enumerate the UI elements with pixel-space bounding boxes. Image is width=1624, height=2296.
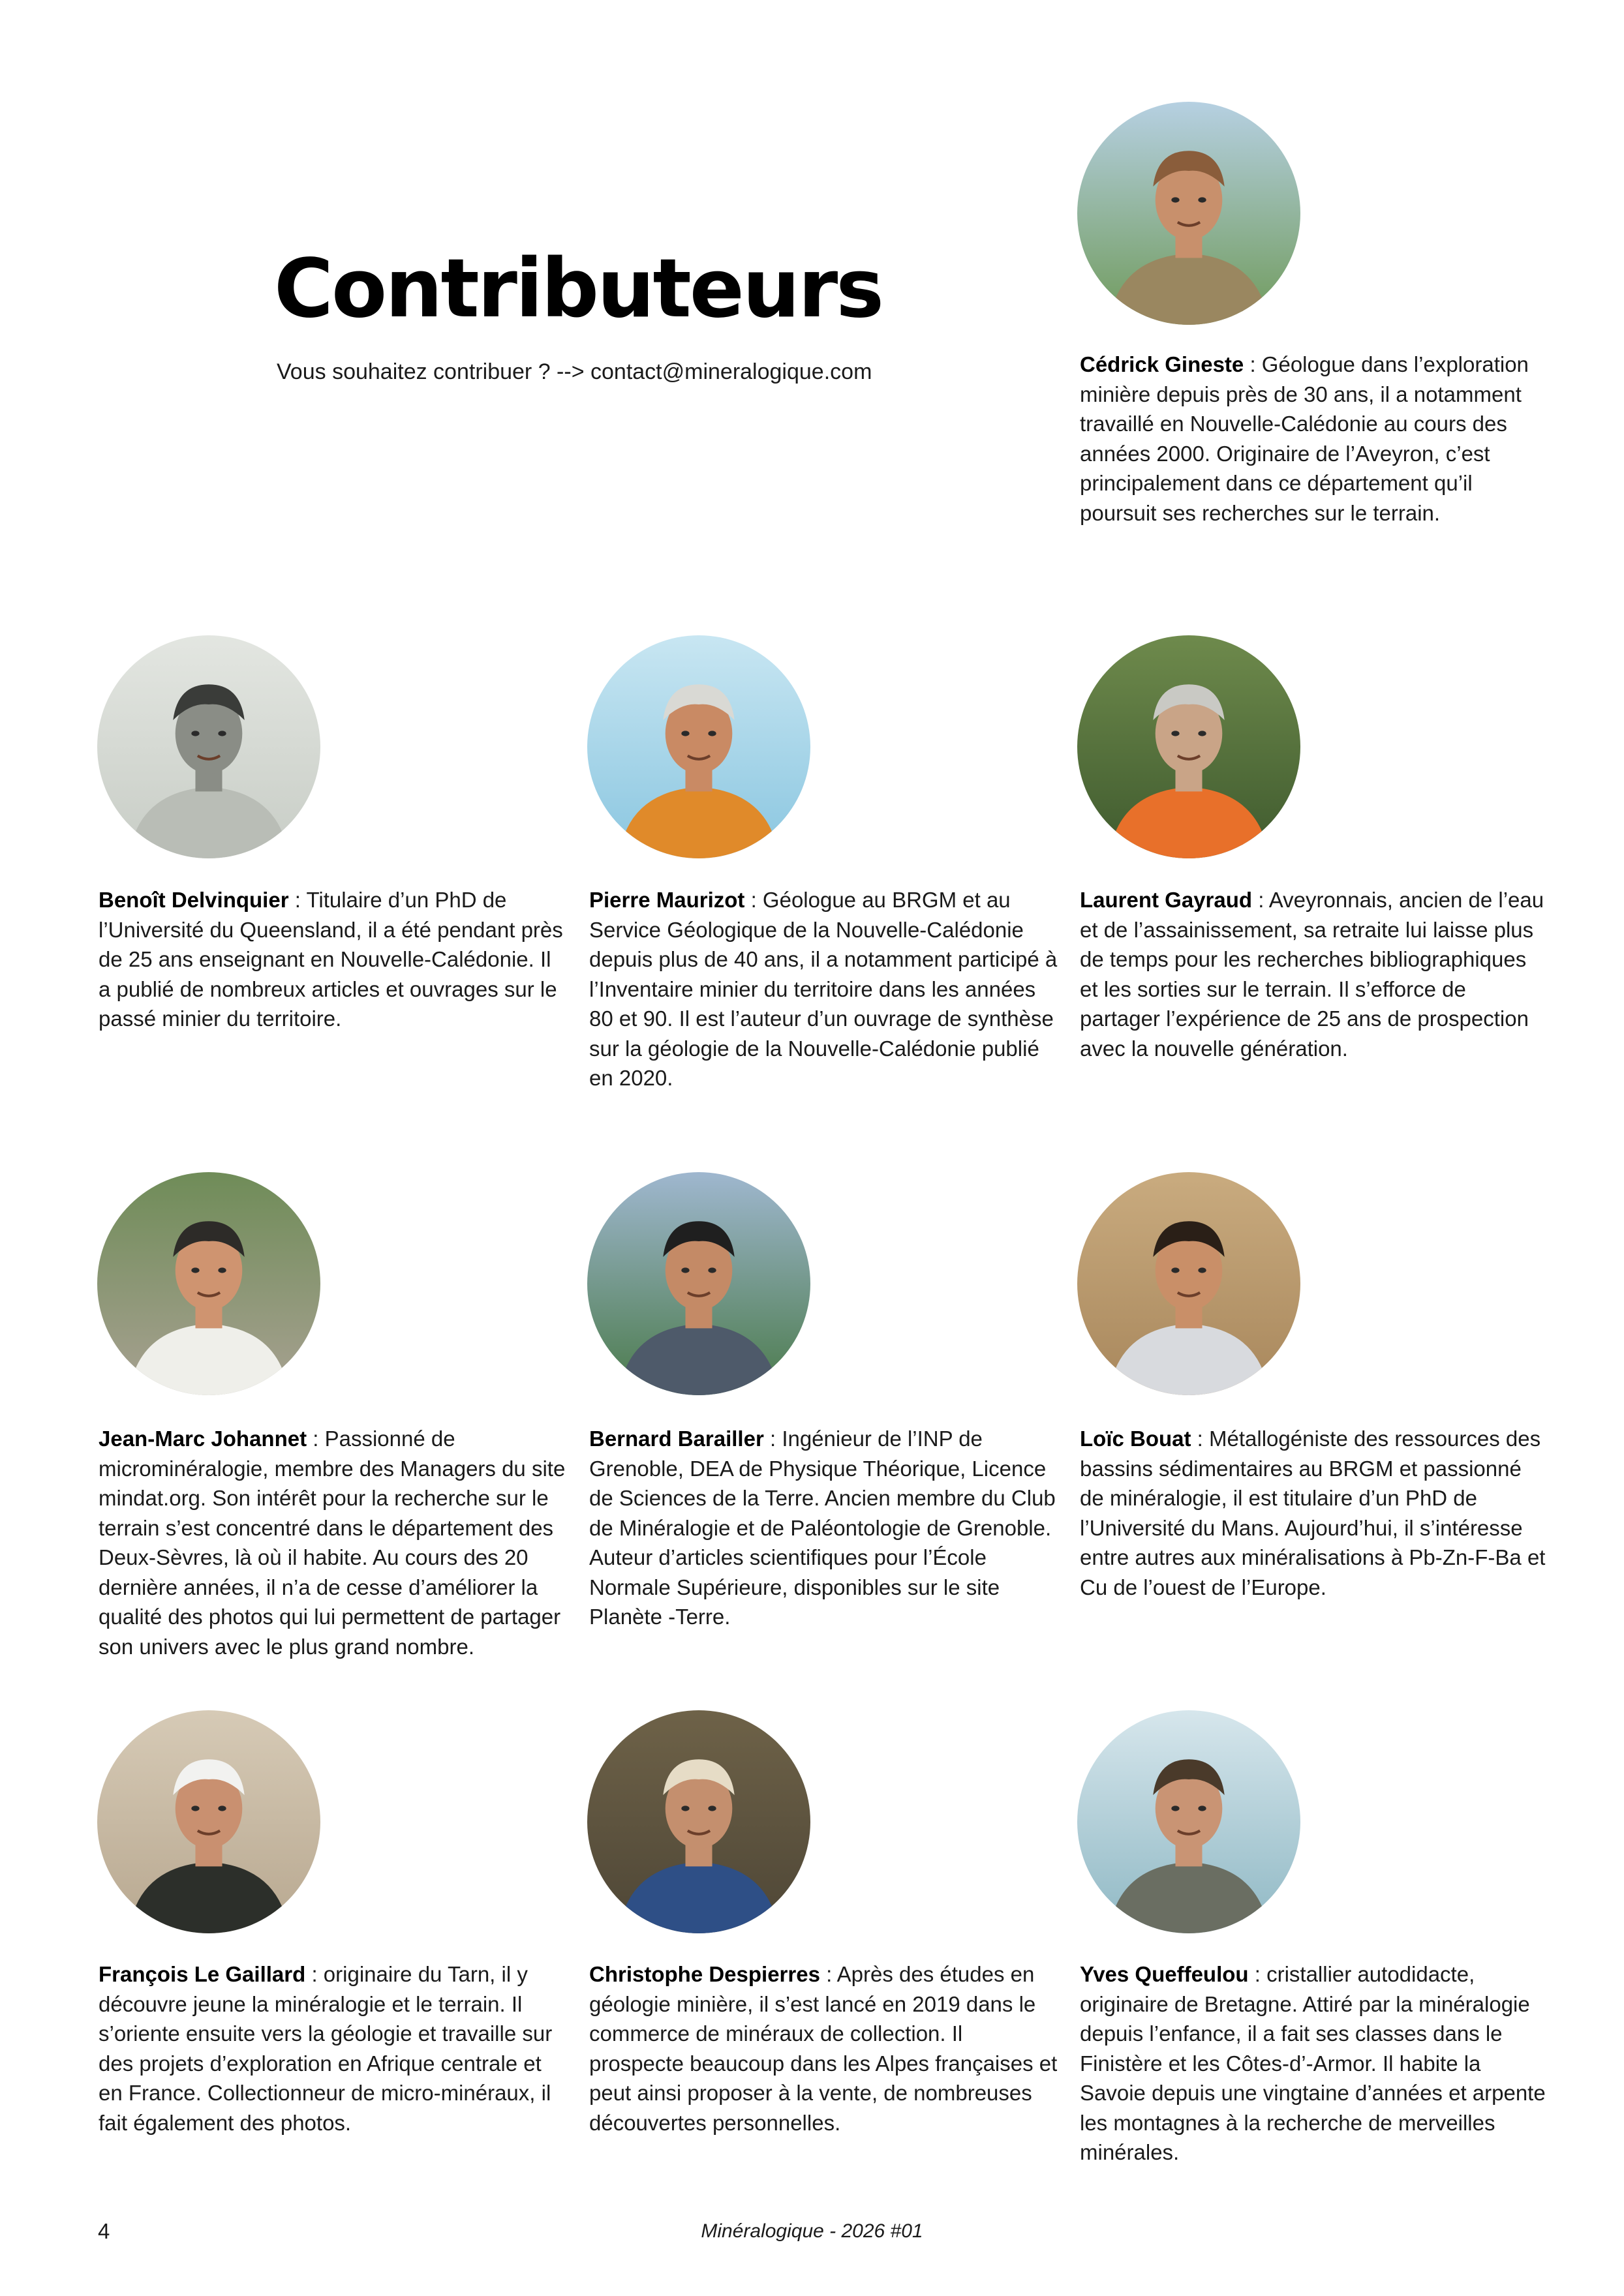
portrait-jean-marc-johannet <box>97 1172 320 1395</box>
portrait-photo <box>97 635 320 858</box>
portrait-photo <box>587 1710 810 1933</box>
contributor-bio: originaire du Tarn, il y découvre jeune la minéralogie et le terrain. Il s’oriente ensuite vers la géologie et travaille sur des projets d’exploration en Afrique centrale et en France. Collectionneur de micro-minéraux, il fait également des photos. <box>99 1962 553 2135</box>
portrait-pierre-maurizot <box>587 635 810 858</box>
portrait-bernard-barailler <box>587 1172 810 1395</box>
contributor-name: Jean-Marc Johannet <box>99 1427 307 1451</box>
portrait-photo <box>1077 1172 1300 1395</box>
contributor-bio: cristallier autodidacte, originaire de Bretagne. Attiré par la minéralogie depuis l’enfance, il a fait ses classes dans le Finistère et les Côtes-d’-Armor. Il habite la Savoie depuis une vingtaine d’années et arpente les montagnes à la recherche de merveilles minérales. <box>1080 1962 1546 2164</box>
portrait-cedrick-gineste <box>1077 102 1300 325</box>
portrait-photo <box>1077 1710 1300 1933</box>
page-number: 4 <box>98 2219 110 2243</box>
portrait-yves-queffeulou <box>1077 1710 1300 1933</box>
portrait-benoit-delvinquier <box>97 635 320 858</box>
contributor-bio: Géologue au BRGM et au Service Géologique de la Nouvelle-Calédonie depuis plus de 40 ans, il a notamment participé à l’Inventaire minier du territoire dans les années 80 et 90. Il est l’auteur d’un ouvrage de synthèse sur la géologie de la Nouvelle-Calédonie publié en 2020. <box>589 888 1058 1090</box>
bio-loic-bouat: Loïc Bouat : Métallogéniste des ressources des bassins sédimentaires au BRGM et passionné de minéralogie, il est titulaire d’un PhD de l’Université du Mans. Aujourd’hui, il s’intéresse entre autres aux minéralisations à Pb-Zn-F-Ba et Cu de l’ouest de l’Europe. <box>1080 1427 1546 1599</box>
contributor-bio: Titulaire d’un PhD de l’Université du Queensland, il a été pendant près de 25 ans enseignant en Nouvelle-Calédonie. Il a publié de nombreux articles et ouvrages sur le passé minier du territoire. <box>99 888 563 1031</box>
page-title: Contributeurs <box>274 242 883 336</box>
bio-christophe-despierres: Christophe Despierres : Après des études en géologie minière, il s’est lancé en 2019 dans le commerce de minéraux de collection. Il prospecte beaucoup dans les Alpes françaises et peut ainsi proposer à la vente, de nombreuses découvertes personnelles. <box>589 1962 1058 2135</box>
bio-francois-le-gaillard: François Le Gaillard : originaire du Tarn, il y découvre jeune la minéralogie et le terrain. Il s’oriente ensuite vers la géologie et travaille sur des projets d’exploration en Afrique centrale et en France. Collectionneur de micro-minéraux, il fait également des photos. <box>99 1962 553 2135</box>
bio-jean-marc-johannet: Jean-Marc Johannet : Passionné de microminéralogie, membre des Managers du site mindat.org. Son intérêt pour la recherche sur le terrain s’est concentré dans le département des Deux-Sèvres, là où il habite. Au cours des 20 dernière années, il n’a de cesse d’améliorer la qualité des photos qui lui permettent de partager son univers avec le plus grand nombre. <box>99 1427 566 1659</box>
portrait-loic-bouat <box>1077 1172 1300 1395</box>
bio-benoit-delvinquier: Benoît Delvinquier : Titulaire d’un PhD de l’Université du Queensland, il a été pendant près de 25 ans enseignant en Nouvelle-Calédonie. Il a publié de nombreux articles et ouvrages sur le passé minier du territoire. <box>99 888 563 1031</box>
bio-bernard-barailler: Bernard Barailler : Ingénieur de l’INP de Grenoble, DEA de Physique Théorique, Licence de Sciences de la Terre. Ancien membre du Club de Minéralogie et de Paléontologie de Grenoble. Auteur d’articles scientifiques pour l’École Normale Supérieure, disponibles sur le site Planète -Terre. <box>589 1427 1056 1629</box>
portrait-laurent-gayraud <box>1077 635 1300 858</box>
contact-line: Vous souhaitez contribuer ? --> contact@mineralogique.com <box>277 359 872 384</box>
contributor-bio: Géologue dans l’exploration minière depuis près de 30 ans, il a notamment travaillé en Nouvelle-Calédonie au cours des années 2000. Originaire de l’Aveyron, c’est principalement dans ce département qu’il poursuit ses recherches sur le terrain. <box>1080 352 1529 525</box>
contributor-name: François Le Gaillard <box>99 1962 306 1986</box>
contributor-bio: Après des études en géologie minière, il s’est lancé en 2019 dans le commerce de minéraux de collection. Il prospecte beaucoup dans les Alpes françaises et peut ainsi proposer à la vente, de nombreuses découvertes personnelles. <box>589 1962 1058 2135</box>
contributor-bio: Ingénieur de l’INP de Grenoble, DEA de Physique Théorique, Licence de Sciences de la Terre. Ancien membre du Club de Minéralogie et de Paléontologie de Grenoble. Auteur d’articles scientifiques pour l’École Normale Supérieure, disponibles sur le site Planète -Terre. <box>589 1427 1056 1629</box>
bio-cedrick-gineste: Cédrick Gineste : Géologue dans l’exploration minière depuis près de 30 ans, il a notamment travaillé en Nouvelle-Calédonie au cours des années 2000. Originaire de l’Aveyron, c’est principalement dans ce département qu’il poursuit ses recherches sur le terrain. <box>1080 352 1529 525</box>
portrait-photo <box>97 1710 320 1933</box>
portrait-photo <box>1077 102 1300 325</box>
contributor-name: Christophe Despierres <box>589 1962 820 1986</box>
contributor-name: Benoît Delvinquier <box>99 888 289 912</box>
contributor-bio: Aveyronnais, ancien de l’eau et de l’assainissement, sa retraite lui laisse plus de temps pour les recherches bibliographiques et les sorties sur le terrain. Il s’efforce de partager l’expérience de 25 ans de prospection avec la nouvelle génération. <box>1080 888 1544 1061</box>
contributor-name: Yves Queffeulou <box>1080 1962 1249 1986</box>
contributor-name: Cédrick Gineste <box>1080 352 1244 376</box>
portrait-photo <box>1077 635 1300 858</box>
contributor-bio: Métallogéniste des ressources des bassins sédimentaires au BRGM et passionné de minéralogie, il est titulaire d’un PhD de l’Université du Mans. Aujourd’hui, il s’intéresse entre autres aux minéralisations à Pb-Zn-F-Ba et Cu de l’ouest de l’Europe. <box>1080 1427 1546 1599</box>
portrait-christophe-despierres <box>587 1710 810 1933</box>
bio-yves-queffeulou: Yves Queffeulou : cristallier autodidacte, originaire de Bretagne. Attiré par la minéralogie depuis l’enfance, il a fait ses classes dans le Finistère et les Côtes-d’-Armor. Il habite la Savoie depuis une vingtaine d’années et arpente les montagnes à la recherche de merveilles minérales. <box>1080 1962 1546 2164</box>
portrait-francois-le-gaillard <box>97 1710 320 1933</box>
bio-pierre-maurizot: Pierre Maurizot : Géologue au BRGM et au Service Géologique de la Nouvelle-Calédonie depuis plus de 40 ans, il a notamment participé à l’Inventaire minier du territoire dans les années 80 et 90. Il est l’auteur d’un ouvrage de synthèse sur la géologie de la Nouvelle-Calédonie publié en 2020. <box>589 888 1058 1090</box>
contributor-bio: Passionné de microminéralogie, membre des Managers du site mindat.org. Son intérêt pour la recherche sur le terrain s’est concentré dans le département des Deux-Sèvres, là où il habite. Au cours des 20 dernière années, il n’a de cesse d’améliorer la qualité des photos qui lui permettent de partager son univers avec le plus grand nombre. <box>99 1427 566 1659</box>
contributor-name: Pierre Maurizot <box>589 888 745 912</box>
magazine-issue: Minéralogique - 2026 #01 <box>701 2220 923 2242</box>
portrait-photo <box>587 635 810 858</box>
contributor-name: Loïc Bouat <box>1080 1427 1191 1451</box>
contributor-name: Bernard Barailler <box>589 1427 764 1451</box>
portrait-photo <box>97 1172 320 1395</box>
bio-laurent-gayraud: Laurent Gayraud : Aveyronnais, ancien de l’eau et de l’assainissement, sa retraite lui laisse plus de temps pour les recherches bibliographiques et les sorties sur le terrain. Il s’efforce de partager l’expérience de 25 ans de prospection avec la nouvelle génération. <box>1080 888 1544 1061</box>
portrait-photo <box>587 1172 810 1395</box>
contributor-name: Laurent Gayraud <box>1080 888 1253 912</box>
